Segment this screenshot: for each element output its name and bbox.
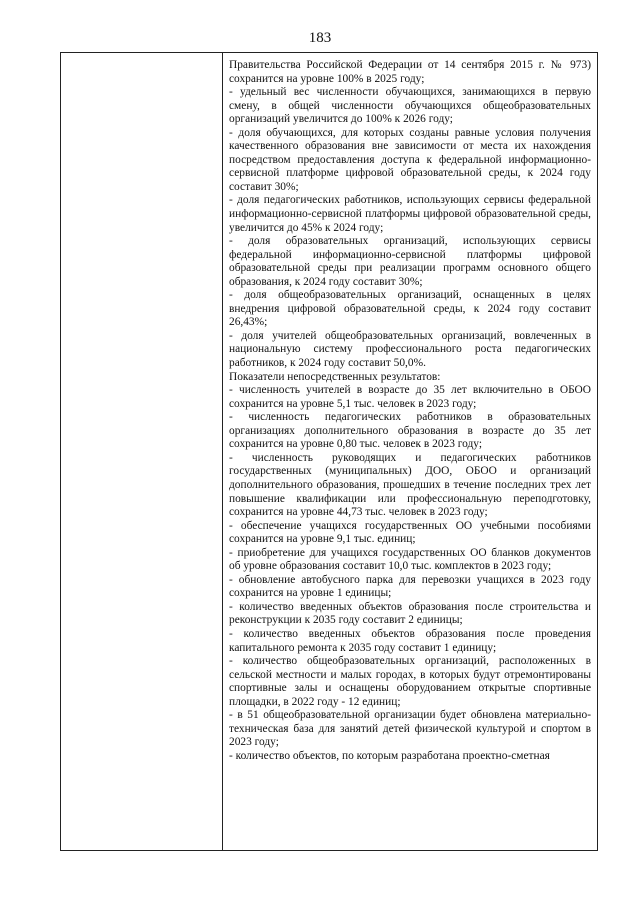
text-paragraph: - количество объектов, по которым разработана проектно-сметная: [229, 749, 550, 762]
text-paragraph: - количество общеобразовательных организаций, расположенных в сельской местности и малых городах, в которых будут отремонтированы спортивные залы и оснащены оборудованием открытые спортивные площадки, в 2022 году - 12 единиц;: [229, 655, 591, 708]
text-paragraph: - численность учителей в возрасте до 35 лет включительно в ОБОО сохранится на уровне 5,1 тыс. человек в 2023 году;: [229, 384, 591, 410]
text-paragraph: - обновление автобусного парка для перевозки учащихся в 2023 году сохранится на уровне 1 единицы;: [229, 573, 591, 600]
section-heading: Показатели непосредственных результатов:: [229, 370, 441, 383]
text-paragraph: - обеспечение учащихся государственных ОО учебными пособиями сохранится на уровне 9,1 тыс. единиц;: [229, 519, 591, 546]
text-paragraph: - количество введенных объектов образования после строительства и реконструкции к 2035 году составит 2 единицы;: [229, 600, 591, 627]
text-paragraph: - доля обучающихся, для которых созданы равные условия получения качественного образования вне зависимости от места их нахождения посредством предоставления доступа к федеральной информационно-сервисной платформе цифровой образовательной среды, к 2024 году составит 30%;: [229, 126, 591, 193]
text-paragraph: - численность педагогических работников в образовательных организациях дополнительного образования в возрасте до 35 лет сохранится на уровне 0,80 тыс. человек в 2023 году;: [229, 411, 591, 451]
document-table: [60, 52, 598, 851]
text-paragraph: - доля общеобразовательных организаций, оснащенных в целях внедрения цифровой образовательной среды, к 2024 году составит 26,43%;: [229, 289, 591, 329]
page-number: 183: [308, 30, 332, 46]
table-right-cell: [223, 53, 597, 850]
text-paragraph: - численность руководящих и педагогических работников государственных (муниципальных) ДОО, ОБОО и организаций дополнительного образования, прошедших в течение последних трех лет повышение квалификации или профессиональную переподготовку, сохранится на уровне 44,73 тыс. человек в 2023 году;: [229, 451, 591, 519]
text-paragraph: - количество введенных объектов образования после проведения капитального ремонта к 2035 году составит 1 единицу;: [229, 627, 591, 654]
text-paragraph: - доля образовательных организаций, использующих сервисы федеральной информационно-сервисной платформы цифровой образовательной среды при реализации программ основного общего образования, к 2024 году составит 30%;: [229, 235, 591, 288]
text-paragraph: - доля педагогических работников, использующих сервисы федеральной информационно-сервисной платформы цифровой образовательной среды, увеличится до 45% к 2024 году;: [229, 194, 591, 234]
text-paragraph: - в 51 общеобразовательной организации будет обновлена материально-техническая база для занятий детей физической культурой и спортом в 2023 году;: [229, 709, 591, 749]
text-paragraph: Правительства Российской Федерации от 14 сентября 2015 г. № 973) сохранится на уровне 100% в 2025 году;: [229, 59, 591, 85]
text-paragraph: - доля учителей общеобразовательных организаций, вовлеченных в национальную систему профессионального роста педагогических работников, к 2024 году составит 50,0%.: [229, 329, 591, 370]
table-left-cell: [61, 53, 223, 850]
text-paragraph: - удельный вес численности обучающихся, занимающихся в первую смену, в общей численности обучающихся общеобразовательных организаций увеличится до 100% к 2026 году;: [229, 86, 591, 126]
text-paragraph: - приобретение для учащихся государственных ОО бланков документов об уровне образования составит 10,0 тыс. комплектов в 2023 году;: [229, 546, 591, 573]
